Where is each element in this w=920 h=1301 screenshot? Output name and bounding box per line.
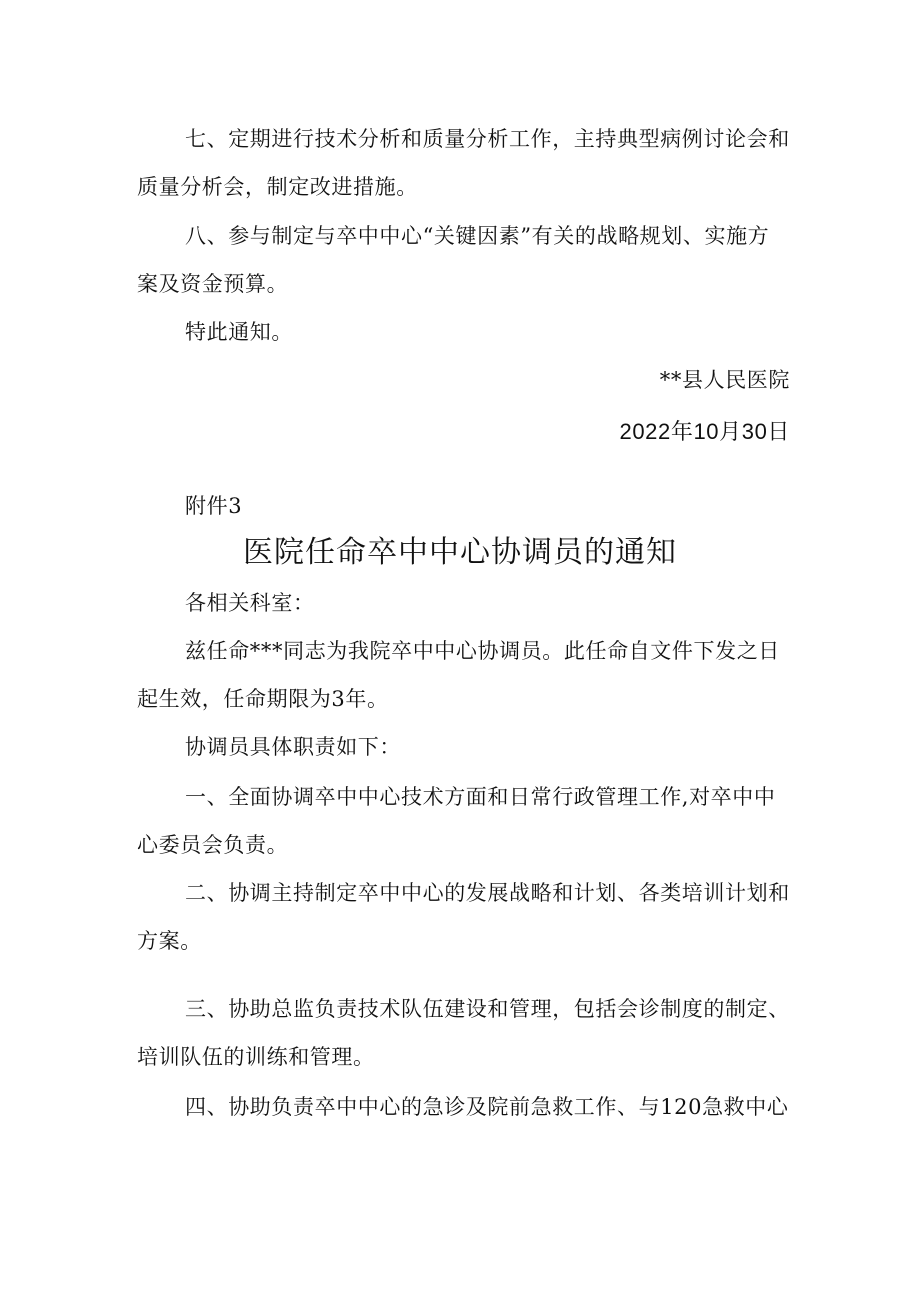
attachment-label: 附件3 bbox=[185, 494, 243, 518]
item-7-line-1: 七、定期进行技术分析和质量分析工作，主持典型病例讨论会和 bbox=[185, 127, 790, 151]
document-title: 医院任命卒中中心协调员的通知 bbox=[243, 535, 677, 570]
duty-1-line-1: 一、全面协调卒中中心技术方面和日常行政管理工作,对卒中中 bbox=[185, 785, 776, 809]
signature-issuer: **县人民医院 bbox=[659, 368, 790, 392]
signature-date: 2022年10月30日 bbox=[619, 419, 790, 444]
salutation: 各相关科室： bbox=[185, 591, 315, 615]
duty-2-line-2: 方案。 bbox=[137, 929, 202, 953]
duty-3-line-2: 培训队伍的训练和管理。 bbox=[137, 1045, 375, 1069]
duties-heading: 协调员具体职责如下： bbox=[185, 735, 401, 759]
intro-line-2: 起生效，任命期限为3年。 bbox=[137, 687, 389, 711]
item-8-line-2: 案及资金预算。 bbox=[137, 272, 289, 296]
intro-line-1: 兹任命***同志为我院卒中中心协调员。此任命自文件下发之日 bbox=[185, 639, 780, 663]
duty-4-line-1: 四、协助负责卒中中心的急诊及院前急救工作、与120急救中心 bbox=[185, 1095, 789, 1119]
item-7-line-2: 质量分析会，制定改进措施。 bbox=[137, 175, 418, 199]
closing-text: 特此通知。 bbox=[185, 320, 293, 344]
duty-2-line-1: 二、协调主持制定卒中中心的发展战略和计划、各类培训计划和 bbox=[185, 881, 790, 905]
duty-3-line-1: 三、协助总监负责技术队伍建设和管理，包括会诊制度的制定、 bbox=[185, 997, 790, 1021]
item-8-line-1: 八、参与制定与卒中中心“关键因素”有关的战略规划、实施方 bbox=[185, 224, 770, 248]
duty-1-line-2: 心委员会负责。 bbox=[137, 833, 289, 857]
